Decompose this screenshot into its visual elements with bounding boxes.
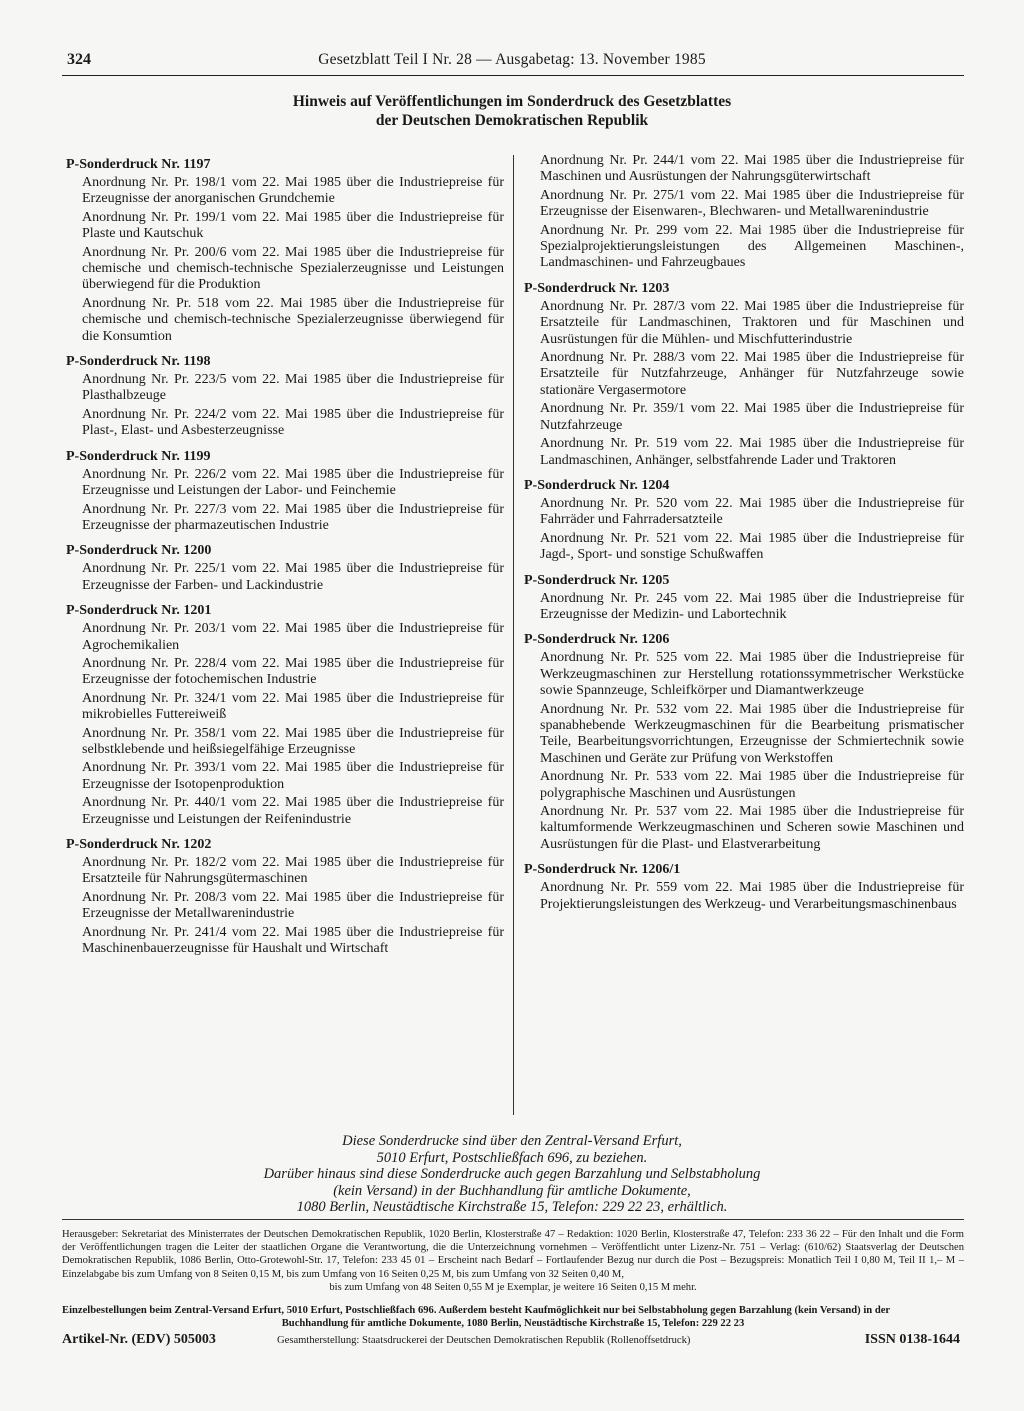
ordinance-entry: Anordnung Nr. Pr. 226/2 vom 22. Mai 1985 über die Industriepreise für Erzeugnisse und Leistungen der Labor- und Feinchemie bbox=[82, 466, 504, 499]
distribution-notice bbox=[0, 1133, 1024, 1216]
sonderdruck-section bbox=[66, 542, 504, 594]
right-column bbox=[524, 153, 964, 921]
section-heading: P-Sonderdruck Nr. 1200 bbox=[66, 543, 212, 559]
sonderdruck-section bbox=[524, 572, 964, 624]
order-bookshop-line: Buchhandlung für amtliche Dokumente, 1080 Berlin, Neustädtische Kirchstraße 15, Telefon: 229 22 23 bbox=[281, 1318, 745, 1330]
section-heading: P-Sonderdruck Nr. 1205 bbox=[524, 572, 670, 588]
sonderdruck-section bbox=[66, 156, 504, 345]
ordinance-entry: Anordnung Nr. Pr. 520 vom 22. Mai 1985 über die Industriepreise für Fahrräder und Fahrradersatzteile bbox=[540, 495, 964, 528]
ordinance-entry: Anordnung Nr. Pr. 208/3 vom 22. Mai 1985 über die Industriepreise für Erzeugnisse der Metallwarenindustrie bbox=[82, 889, 504, 922]
sonderdruck-section bbox=[524, 631, 964, 853]
section-heading: P-Sonderdruck Nr. 1206/1 bbox=[524, 862, 681, 878]
ordinance-entry: Anordnung Nr. Pr. 203/1 vom 22. Mai 1985 über die Industriepreise für Agrochemikalien bbox=[82, 621, 504, 653]
sonderdruck-section bbox=[524, 861, 964, 913]
sonderdruck-section bbox=[524, 153, 964, 272]
ordinance-entry: Anordnung Nr. Pr. 244/1 vom 22. Mai 1985 über die Industriepreise für Maschinen und Ausrüstungen der Nahrungsgüterwirtschaft bbox=[540, 153, 964, 185]
sonderdruck-section bbox=[524, 280, 964, 469]
notice-line: 5010 Erfurt, Postschließfach 696, zu beziehen. bbox=[376, 1149, 648, 1166]
ordinance-entry: Anordnung Nr. Pr. 224/2 vom 22. Mai 1985 über die Industriepreise für Plast-, Elast- und Asbesterzeugnisse bbox=[82, 406, 504, 439]
notice-line: Diese Sonderdrucke sind über den Zentral-Versand Erfurt, bbox=[342, 1133, 682, 1149]
ordinance-entry: Anordnung Nr. Pr. 518 vom 22. Mai 1985 über die Industriepreise für chemische und chemisch-technische Spezialerzeugnisse überwiegend für die Konsumtion bbox=[82, 295, 504, 344]
ordinance-entry: Anordnung Nr. Pr. 228/4 vom 22. Mai 1985 über die Industriepreise für Erzeugnisse der fotochemischen Industrie bbox=[82, 655, 504, 688]
section-heading: P-Sonderdruck Nr. 1197 bbox=[66, 157, 211, 172]
imprint bbox=[62, 1228, 964, 1294]
sonderdruck-section bbox=[66, 448, 504, 535]
footer bbox=[62, 1332, 964, 1352]
ordinance-entry: Anordnung Nr. Pr. 245 vom 22. Mai 1985 über die Industriepreise für Erzeugnisse der Medizin- und Labortechnik bbox=[540, 590, 964, 622]
ordinance-entry: Anordnung Nr. Pr. 198/1 vom 22. Mai 1985 über die Industriepreise für Erzeugnisse der anorganischen Grundchemie bbox=[82, 175, 504, 207]
sonderdruck-section bbox=[66, 353, 504, 440]
ordinance-entry: Anordnung Nr. Pr. 182/2 vom 22. Mai 1985 über die Industriepreise für Ersatzteile für Nahrungsgütermaschinen bbox=[82, 855, 504, 887]
section-heading: P-Sonderdruck Nr. 1204 bbox=[524, 477, 670, 493]
sonderdruck-section bbox=[66, 602, 504, 828]
header-rule bbox=[62, 75, 964, 76]
issn: ISSN 0138-1644 bbox=[864, 1332, 960, 1347]
ordinance-entry: Anordnung Nr. Pr. 519 vom 22. Mai 1985 über die Industriepreise für Landmaschinen, Anhänger, selbstfahrende Lader und Traktoren bbox=[540, 436, 964, 468]
imprint-rule bbox=[62, 1219, 964, 1220]
ordinance-entry: Anordnung Nr. Pr. 299 vom 22. Mai 1985 über die Industriepreise für Spezialprojektierungsleistungen des Allgemeinen Maschinen-, Landmaschinen- und Fahrzeugbaues bbox=[540, 222, 964, 271]
ordinance-entry: Anordnung Nr. Pr. 223/5 vom 22. Mai 1985 über die Industriepreise für Plasthalbzeuge bbox=[82, 372, 504, 404]
ordinance-entry: Anordnung Nr. Pr. 537 vom 22. Mai 1985 über die Industriepreise für kaltumformende Werkzeugmaschinen und Scheren sowie Maschinen und Ausrüstungen für die Plast- und Elastverarbeitung bbox=[540, 804, 964, 852]
ordinance-entry: Anordnung Nr. Pr. 324/1 vom 22. Mai 1985 über die Industriepreise für mikrobielles Futtereiweiß bbox=[82, 690, 504, 723]
title-line: der Deutschen Demokratischen Republik bbox=[375, 112, 649, 129]
column-divider bbox=[513, 155, 514, 1115]
notice-line: (kein Versand) in der Buchhandlung für amtliche Dokumente, bbox=[333, 1182, 691, 1199]
left-column bbox=[66, 153, 504, 965]
ordinance-entry: Anordnung Nr. Pr. 199/1 vom 22. Mai 1985 über die Industriepreise für Plaste und Kautschuk bbox=[82, 209, 504, 242]
ordinance-entry: Anordnung Nr. Pr. 227/3 vom 22. Mai 1985 über die Industriepreise für Erzeugnisse der pharmazeutischen Industrie bbox=[82, 501, 504, 533]
ordinance-entry: Anordnung Nr. Pr. 358/1 vom 22. Mai 1985 über die Industriepreise für selbstklebende und heißsiegelfähige Erzeugnisse bbox=[82, 725, 504, 757]
ordinance-entry: Anordnung Nr. Pr. 200/6 vom 22. Mai 1985 über die Industriepreise für chemische und chemisch-technische Spezialerzeugnisse und Leistungen überwiegend für die Produktion bbox=[82, 244, 504, 293]
ordinance-entry: Anordnung Nr. Pr. 532 vom 22. Mai 1985 über die Industriepreise für spanabhebende Werkzeugmaschinen für die Bearbeitung prismatischer Teile, Bearbeitungsvorrichtungen, Erzeugnisse der Schmiertechnik sowie Maschinen und Geräte zur Prüfung von Werkstoffen bbox=[540, 701, 964, 766]
ordinance-entry: Anordnung Nr. Pr. 288/3 vom 22. Mai 1985 über die Industriepreise für Ersatzteile für Nutzfahrzeuge, Anhänger für Nutzfahrzeuge sowie stationäre Vergasermotore bbox=[540, 350, 964, 398]
title-line: Hinweis auf Veröffentlichungen im Sonderdruck des Gesetzblattes bbox=[292, 93, 732, 110]
ordinance-entry: Anordnung Nr. Pr. 521 vom 22. Mai 1985 über die Industriepreise für Jagd-, Sport- und sonstige Schußwaffen bbox=[540, 530, 964, 563]
section-heading: P-Sonderdruck Nr. 1198 bbox=[66, 354, 211, 370]
ordinance-entry: Anordnung Nr. Pr. 225/1 vom 22. Mai 1985 über die Industriepreise für Erzeugnisse der Farben- und Lackindustrie bbox=[82, 561, 504, 593]
notice-line: Darüber hinaus sind diese Sonderdrucke auch gegen Barzahlung und Selbstabholung bbox=[263, 1166, 761, 1182]
ordinance-entry: Anordnung Nr. Pr. 359/1 vom 22. Mai 1985 über die Industriepreise für Nutzfahrzeuge bbox=[540, 401, 964, 433]
ordinance-entry: Anordnung Nr. Pr. 440/1 vom 22. Mai 1985 über die Industriepreise für Erzeugnisse und Leistungen der Reifenindustrie bbox=[82, 795, 504, 827]
printer-credit: Gesamtherstellung: Staatsdruckerei der Deutschen Demokratischen Republik (Rollenoffsetdruck) bbox=[277, 1335, 691, 1346]
order-text: Einzelbestellungen beim Zentral-Versand Erfurt, 5010 Erfurt, Postschließfach 696. Außerdem besteht Kaufmöglichkeit nur bei Selbstabholung gegen Barzahlung (kein Versand) in der bbox=[62, 1305, 891, 1316]
order-info bbox=[62, 1304, 964, 1330]
ordinance-entry: Anordnung Nr. Pr. 559 vom 22. Mai 1985 über die Industriepreise für Projektierungsleistungen des Werkzeug- und Verarbeitungsmaschinenbaus bbox=[540, 880, 964, 912]
notice-line: 1080 Berlin, Neustädtische Kirchstraße 15, Telefon: 229 22 23, erhältlich. bbox=[296, 1199, 728, 1215]
imprint-price-line: bis zum Umfang von 48 Seiten 0,55 M je Exemplar, je weitere 16 Seiten 0,15 M mehr. bbox=[329, 1281, 697, 1293]
section-heading: P-Sonderdruck Nr. 1206 bbox=[524, 632, 670, 648]
running-head: Gesetzblatt Teil I Nr. 28 — Ausgabetag: 13. November 1985 bbox=[318, 51, 706, 68]
ordinance-entry: Anordnung Nr. Pr. 275/1 vom 22. Mai 1985 über die Industriepreise für Erzeugnisse der Eisenwaren-, Blechwaren- und Metallwarenindustrie bbox=[540, 187, 964, 220]
section-heading: P-Sonderdruck Nr. 1201 bbox=[66, 603, 212, 619]
section-heading: P-Sonderdruck Nr. 1203 bbox=[524, 280, 670, 296]
sonderdruck-section bbox=[66, 836, 504, 957]
article-number: Artikel-Nr. (EDV) 505003 bbox=[62, 1332, 216, 1347]
page-number: 324 bbox=[67, 51, 91, 68]
page-title bbox=[0, 92, 1024, 130]
section-heading: P-Sonderdruck Nr. 1202 bbox=[66, 837, 212, 852]
ordinance-entry: Anordnung Nr. Pr. 533 vom 22. Mai 1985 über die Industriepreise für polygraphische Maschinen und Ausrüstungen bbox=[540, 769, 964, 801]
imprint-text: Herausgeber: Sekretariat des Ministerrates der Deutschen Demokratischen Republik, 1020 Berlin, Klosterstraße 47 – Redaktion: 1020 Berlin, Klosterstraße 47, Telefon: 233 36 22 – Für den Inhalt und die Form der Veröffentlichungen tragen die Leiter der staatlichen Organe die Verantwortung, die die Unterzeichnung vornehmen – Veröffentlicht unter Lizenz-Nr. 751 – Verlag: (610/62) Staatsverlag der Deutschen Demokratischen Republik, 1086 Berlin, Otto-Grotewohl-Str. 17, Telefon: 233 45 01 – Erscheint nach Bedarf – Fortlaufender Bezug nur durch die Post – Bezugspreis: Monatlich Teil I 0,80 M, Teil II 1,– M – Einzelabgabe bis zum Umfang von 8 Seiten 0,15 M, bis zum Umfang von 16 Seiten 0,25 M, bis zum Umfang von 32 Seiten 0,40 M, bbox=[62, 1229, 964, 1280]
sonderdruck-section bbox=[524, 477, 964, 564]
ordinance-entry: Anordnung Nr. Pr. 241/4 vom 22. Mai 1985 über die Industriepreise für Maschinenbauerzeugnisse für Haushalt und Wirtschaft bbox=[82, 924, 504, 957]
section-heading: P-Sonderdruck Nr. 1199 bbox=[66, 448, 211, 464]
ordinance-entry: Anordnung Nr. Pr. 525 vom 22. Mai 1985 über die Industriepreise für Werkzeugmaschinen zur Herstellung rotationssymmetrischer Werkstücke sowie Spannzeuge, Schleifkörper und Diamantwerkzeuge bbox=[540, 650, 964, 699]
ordinance-entry: Anordnung Nr. Pr. 287/3 vom 22. Mai 1985 über die Industriepreise für Ersatzteile für Landmaschinen, Traktoren und für Maschinen und Ausrüstungen für die Mühlen- und Mischfutterindustrie bbox=[540, 298, 964, 347]
ordinance-entry: Anordnung Nr. Pr. 393/1 vom 22. Mai 1985 über die Industriepreise für Erzeugnisse der Isotopenproduktion bbox=[82, 760, 504, 792]
